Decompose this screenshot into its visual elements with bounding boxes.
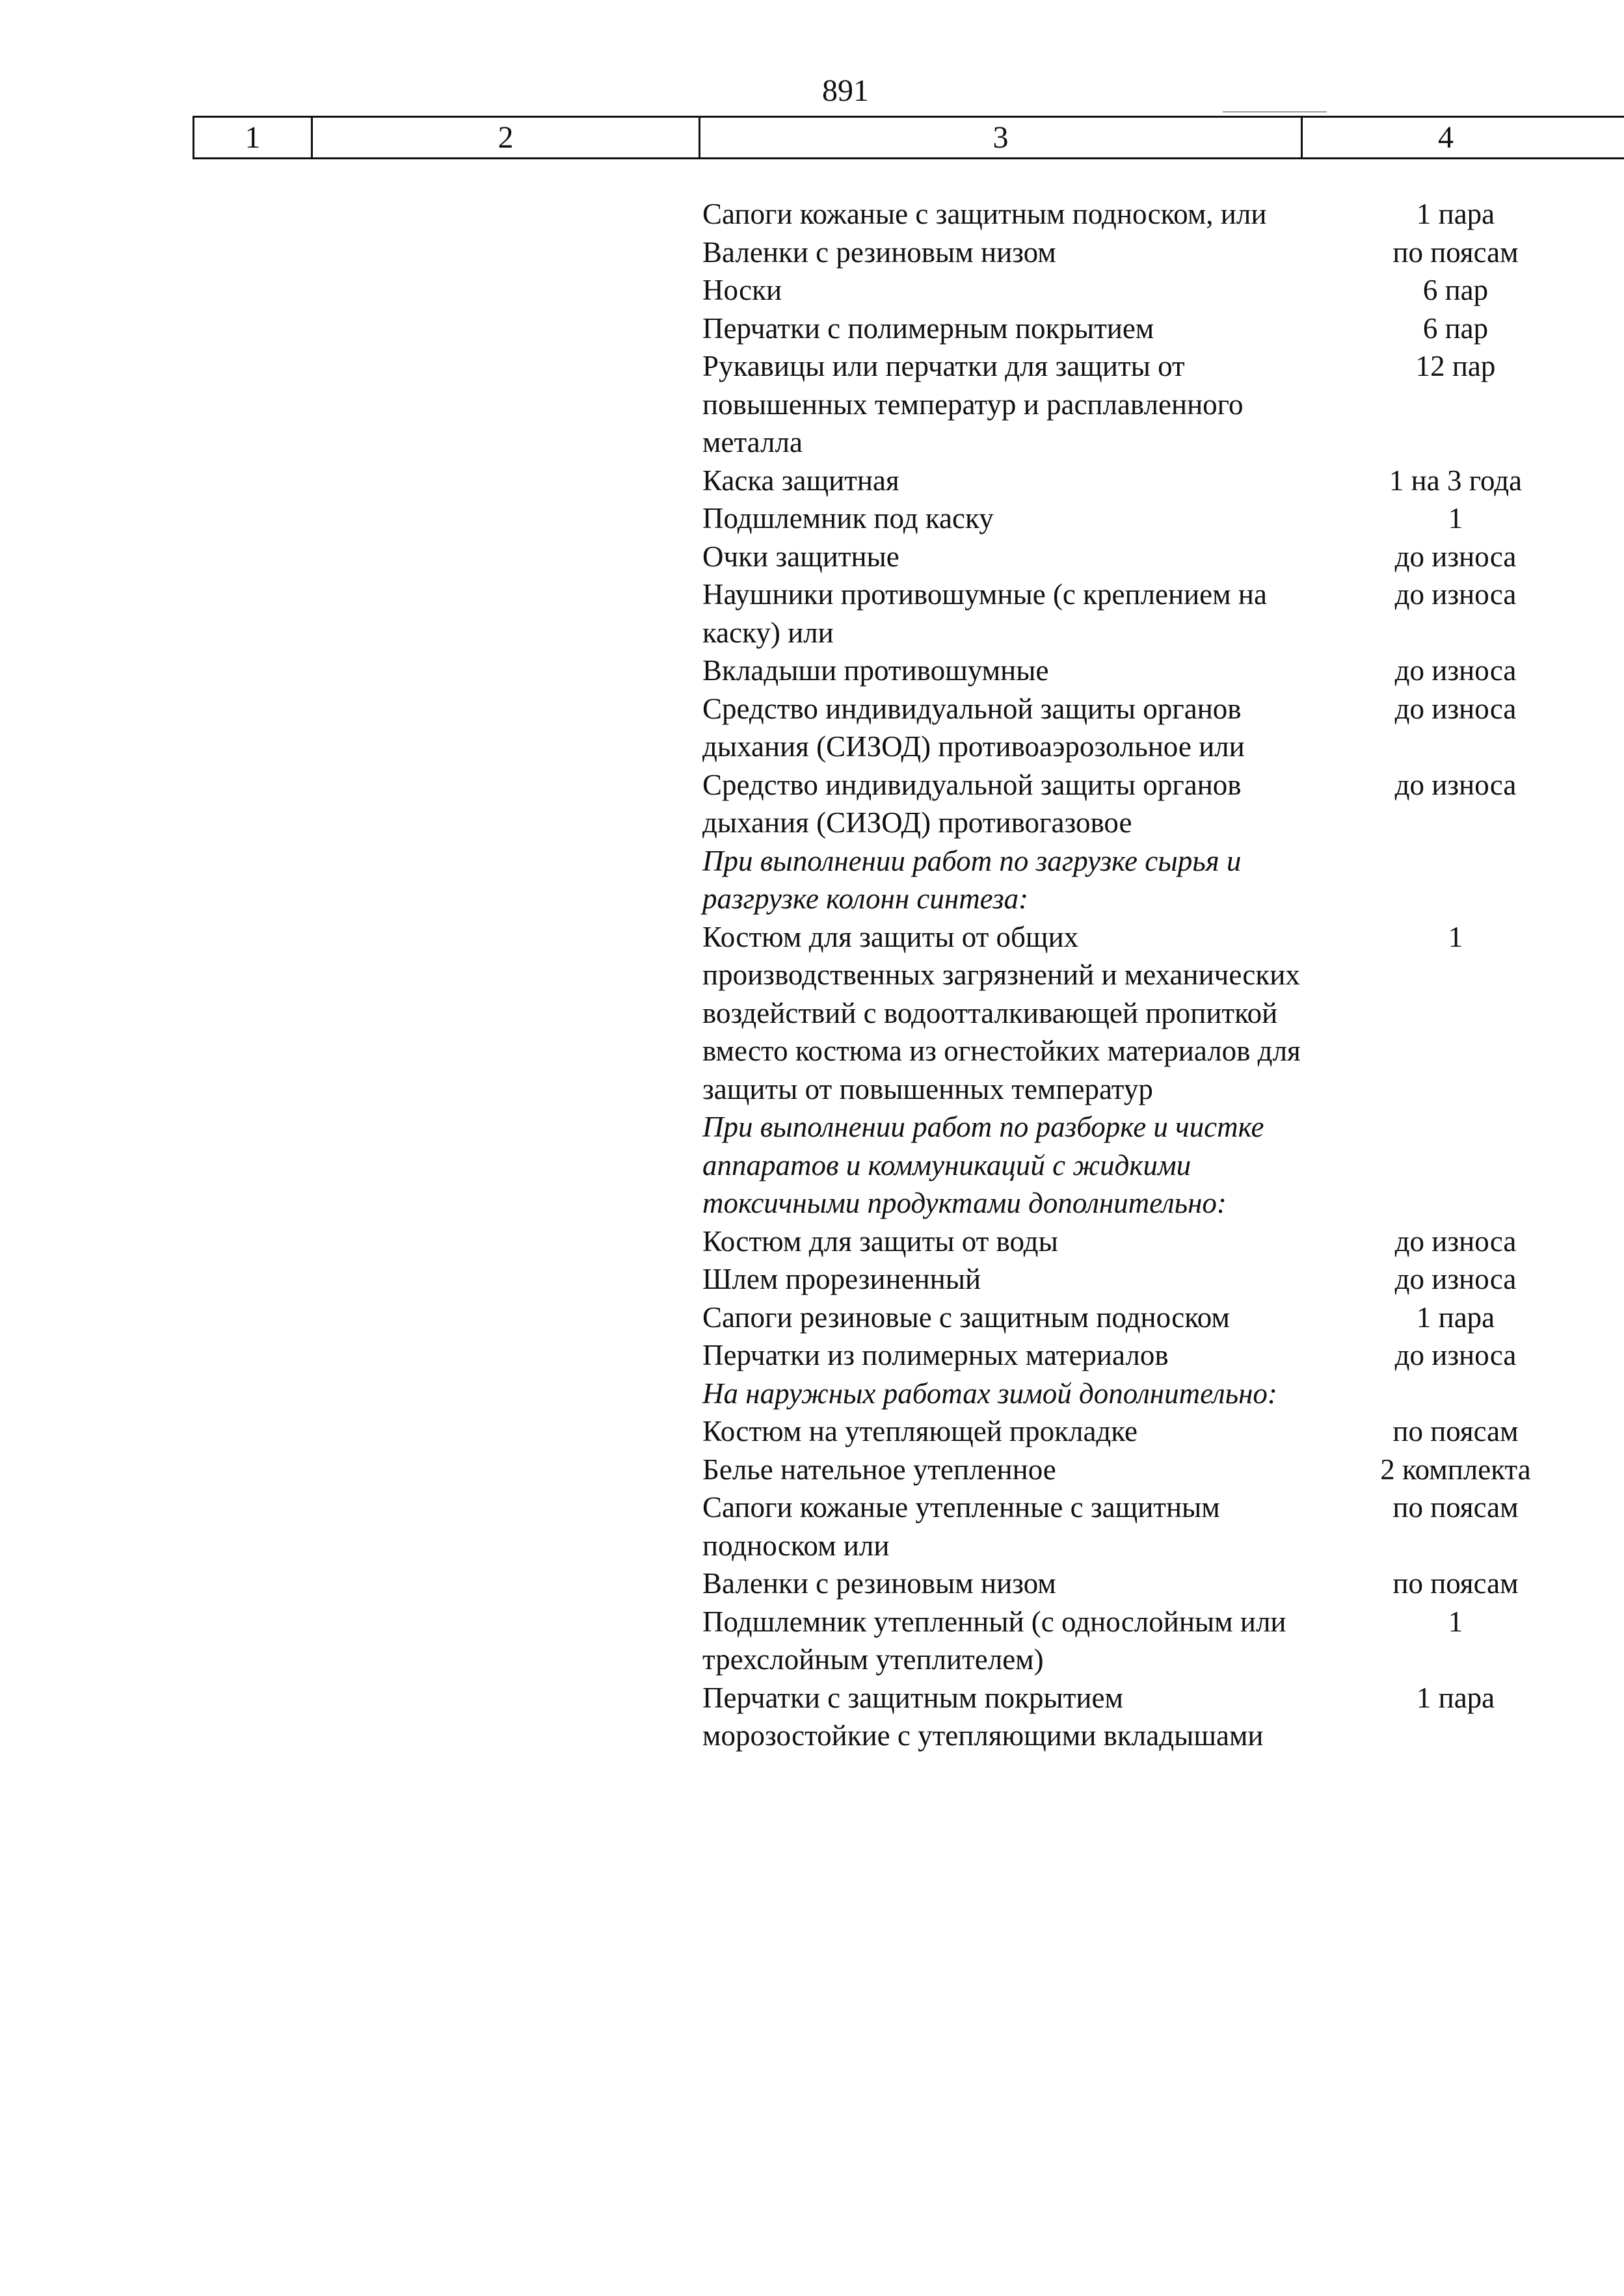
header-cell-4: 4 xyxy=(1438,120,1454,155)
item-name: Белье нательное утепленное xyxy=(702,1453,1056,1486)
table-row xyxy=(702,195,1613,233)
item-name: Подшлемник утепленный (с однослойным или трехслойным утеплителем) xyxy=(702,1605,1286,1676)
table-row xyxy=(702,271,1613,310)
item-norm: по поясам xyxy=(1392,1567,1519,1600)
item-norm: по поясам xyxy=(1392,1491,1519,1524)
table-row xyxy=(702,1488,1613,1564)
item-norm: 6 пар xyxy=(1422,311,1489,345)
item-name: Перчатки с защитным покрытием морозостойкие с утепляющими вкладышами xyxy=(702,1681,1264,1752)
item-norm: 1 пара xyxy=(1416,1300,1495,1334)
header-bottom-border xyxy=(193,157,1624,159)
item-name: Костюм для защиты от воды xyxy=(702,1224,1058,1258)
table-row xyxy=(702,918,1613,1109)
item-norm: до износа xyxy=(1394,768,1517,801)
table-row xyxy=(702,1412,1613,1451)
header-cell-3: 3 xyxy=(992,120,1009,155)
item-name: Перчатки с полимерным покрытием xyxy=(702,311,1154,345)
table-row xyxy=(702,1679,1613,1755)
item-name: Наушники противошумные (с креплением на каску) или xyxy=(702,578,1267,649)
item-norm: 1 xyxy=(1448,1605,1463,1638)
header-top-border xyxy=(193,116,1624,118)
table-row xyxy=(702,1451,1613,1489)
item-norm: 1 на 3 года xyxy=(1389,464,1523,497)
item-name: Валенки с резиновым низом xyxy=(702,1567,1056,1600)
item-name: Сапоги кожаные с защитным подноском, или xyxy=(702,198,1267,230)
item-name: Перчатки из полимерных материалов xyxy=(702,1339,1169,1371)
table-row xyxy=(702,766,1613,842)
table-row xyxy=(702,347,1613,462)
table-row xyxy=(702,1336,1613,1375)
table-row xyxy=(702,1564,1613,1603)
section-heading: На наружных работах зимой дополнительно: xyxy=(702,1377,1277,1410)
item-name: Средство индивидуальной защиты органов дыхания (СИЗОД) противоаэрозольное или xyxy=(702,692,1245,763)
section-heading-row xyxy=(702,1108,1613,1222)
item-norm: до износа xyxy=(1394,540,1517,573)
item-norm: 1 пара xyxy=(1416,1681,1495,1714)
item-norm: до износа xyxy=(1394,654,1517,687)
item-name: Очки защитные xyxy=(702,540,899,573)
item-name: Костюм на утепляющей прокладке xyxy=(702,1415,1138,1447)
item-norm: 12 пар xyxy=(1415,350,1496,382)
table-row xyxy=(702,1299,1613,1337)
item-norm: до износа xyxy=(1394,1339,1517,1371)
table-row xyxy=(702,310,1613,348)
table-body xyxy=(702,195,1613,1755)
table-row xyxy=(702,538,1613,576)
table-row xyxy=(702,1260,1613,1299)
item-name: Носки xyxy=(702,274,782,306)
header-cell-2: 2 xyxy=(498,120,514,155)
table-row xyxy=(702,1603,1613,1679)
item-name: Каска защитная xyxy=(702,464,899,497)
item-name: Валенки с резиновым низом xyxy=(702,235,1056,269)
item-norm: по поясам xyxy=(1392,1415,1519,1447)
item-name: Вкладыши противошумные xyxy=(702,654,1049,687)
item-norm: до износа xyxy=(1394,1263,1517,1295)
item-name: Сапоги резиновые с защитным подноском xyxy=(702,1300,1230,1334)
header-cell-1: 1 xyxy=(245,120,261,155)
section-heading: При выполнении работ по разборке и чистке аппаратов и коммуникаций с жидкими токсичными продуктами дополнительно: xyxy=(702,1111,1264,1219)
item-name: Сапоги кожаные утепленные с защитным подноском или xyxy=(702,1491,1220,1562)
table-row xyxy=(702,499,1613,538)
table-row xyxy=(702,462,1613,500)
item-name: Средство индивидуальной защиты органов дыхания (СИЗОД) противогазовое xyxy=(702,768,1242,839)
item-norm: 1 xyxy=(1448,502,1463,534)
item-norm: 6 пар xyxy=(1422,274,1489,306)
item-norm: 1 пара xyxy=(1416,198,1495,230)
table-row xyxy=(702,652,1613,690)
item-norm: до износа xyxy=(1394,1224,1517,1258)
page-number: 891 xyxy=(822,73,869,108)
item-norm: до износа xyxy=(1394,692,1517,725)
item-name: Рукавицы или перчатки для защиты от повышенных температур и расплавленного металла xyxy=(702,350,1244,458)
section-heading: При выполнении работ по загрузке сырья и разгрузке колонн синтеза: xyxy=(702,844,1242,915)
table-row xyxy=(702,1222,1613,1261)
item-norm: по поясам xyxy=(1392,235,1519,269)
item-norm: 2 комплекта xyxy=(1380,1453,1531,1486)
section-heading-row xyxy=(702,842,1613,918)
section-heading-row xyxy=(702,1375,1613,1413)
item-norm: 1 xyxy=(1448,920,1463,953)
table-row xyxy=(702,575,1613,652)
table-row xyxy=(702,690,1613,766)
item-name: Шлем прорезиненный xyxy=(702,1263,981,1295)
table-row xyxy=(702,233,1613,272)
item-norm: до износа xyxy=(1394,578,1517,611)
item-name: Подшлемник под каску xyxy=(702,502,994,534)
item-name: Костюм для защиты от общих производственных загрязнений и механических воздействий с водоотталкивающей пропиткой вместо костюма из огнестойких материалов для защиты от повышенных температур xyxy=(702,920,1301,1105)
